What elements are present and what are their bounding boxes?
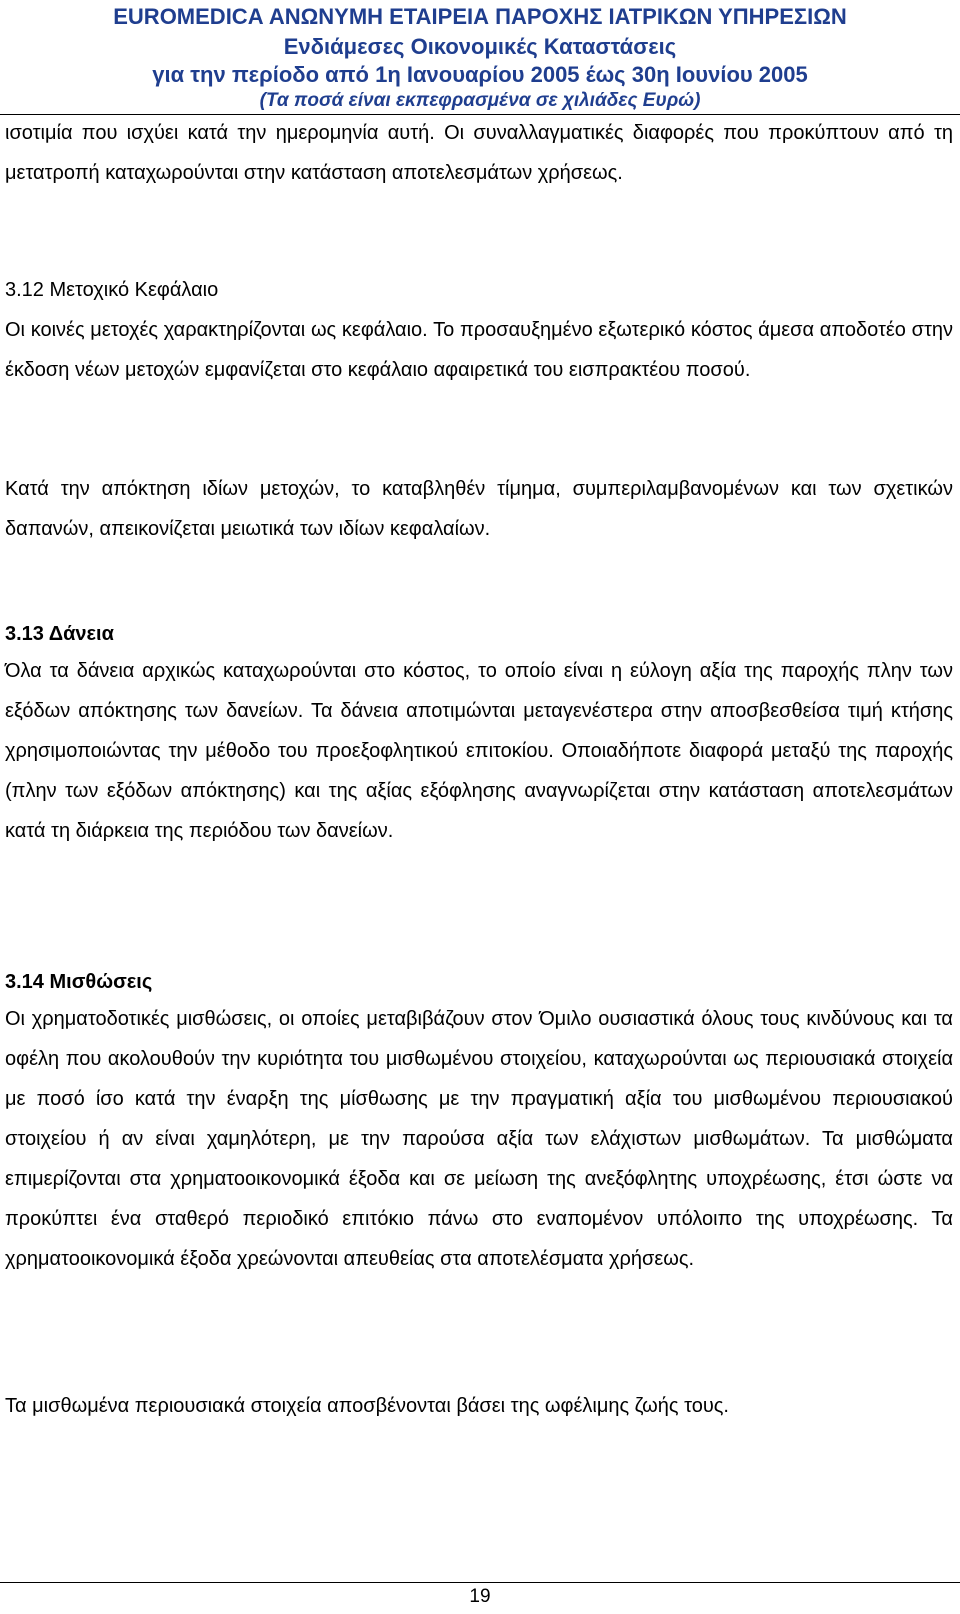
intro-paragraph: ισοτιμία που ισχύει κατά την ημερομηνία αυτή. Οι συναλλαγματικές διαφορές που προκύπτουν από τη μετατροπή καταχωρούνται στην κατάσταση αποτελεσμάτων χρήσεως. bbox=[5, 122, 953, 184]
section-heading-3-13: 3.13 Δάνεια bbox=[5, 623, 114, 645]
section-3-12-paragraph-2: Κατά την απόκτηση ιδίων μετοχών, το καταβληθέν τίμημα, συμπεριλαμβανομένων και των σχετικών δαπανών, απεικονίζεται μειωτικά των ιδίων κεφαλαίων. bbox=[5, 478, 953, 540]
company-name: EUROMEDICA ΑΝΩΝΥΜΗ ΕΤΑΙΡΕΙΑ ΠΑΡΟΧΗΣ ΙΑΤΡΙΚΩΝ ΥΠΗΡΕΣΙΩΝ bbox=[113, 4, 847, 29]
page-number: 19 bbox=[469, 1586, 491, 1607]
section-3-14-paragraph-1: Οι χρηματοδοτικές μισθώσεις, οι οποίες μεταβιβάζουν στον Όμιλο ουσιαστικά όλους τους κινδύνους και τα οφέλη που ακολουθούν την κυριότητα του μισθωμένου στοιχείου, καταχωρούνται ως περιουσιακά στοιχεία με ποσό ίσο κατά την έναρξη της μίσθωσης με την πραγματική αξία του μισθωμένου περιουσιακού στοιχείου ή αν είναι χαμηλότερη, με την παρούσα αξία των ελάχιστων μισθωμάτων. Τα μισθώματα επιμερίζονται στα χρηματοοικονομικά έξοδα και σε μείωση της ανεξόφλητης υποχρέωσης, έτσι ώστε να προκύπτει ένα σταθερό περιοδικό επιτόκιο πάνω στο εναπομένον υπόλοιπο της υποχρέωσης. Τα χρηματοοικονομικά έξοδα χρεώνονται απευθείας στα αποτελέσματα χρήσεως. bbox=[5, 1008, 953, 1270]
section-heading-3-12: 3.12 Μετοχικό Κεφάλαιο bbox=[5, 279, 219, 301]
currency-note: (Τα ποσά είναι εκπεφρασμένα σε χιλιάδες Ευρώ) bbox=[259, 90, 701, 111]
section-3-14-paragraph-2: Τα μισθωμένα περιουσιακά στοιχεία αποσβένονται βάσει της ωφέλιμης ζωής τους. bbox=[5, 1395, 729, 1417]
period-line: για την περίοδο από 1η Ιανουαρίου 2005 έως 30η Ιουνίου 2005 bbox=[152, 62, 808, 87]
statements-title: Ενδιάμεσες Οικονομικές Καταστάσεις bbox=[283, 34, 677, 59]
section-heading-3-14: 3.14 Μισθώσεις bbox=[5, 971, 153, 993]
section-3-12-paragraph-1: Οι κοινές μετοχές χαρακτηρίζονται ως κεφάλαιο. Το προσαυξημένο εξωτερικό κόστος άμεσα αποδοτέο στην έκδοση νέων μετοχών εμφανίζεται στο κεφάλαιο αφαιρετικά του εισπρακτέου ποσού. bbox=[5, 319, 953, 381]
footer-rule bbox=[0, 1582, 960, 1583]
section-3-13-paragraph-1: Όλα τα δάνεια αρχικώς καταχωρούνται στο κόστος, το οποίο είναι η εύλογη αξία της παροχής πλην των εξόδων απόκτησης των δανείων. Τα δάνεια αποτιμώνται μεταγενέστερα στην αποσβεσθείσα τιμή κτήσης χρησιμοποιώντας την μέθοδο του προεξοφλητικού επιτοκίου. Οποιαδήποτε διαφορά μεταξύ της παροχής (πλην των εξόδων απόκτησης) και της αξίας εξόφλησης αναγνωρίζεται στην κατάσταση αποτελεσμάτων κατά τη διάρκεια της περιόδου των δανείων. bbox=[5, 660, 953, 842]
